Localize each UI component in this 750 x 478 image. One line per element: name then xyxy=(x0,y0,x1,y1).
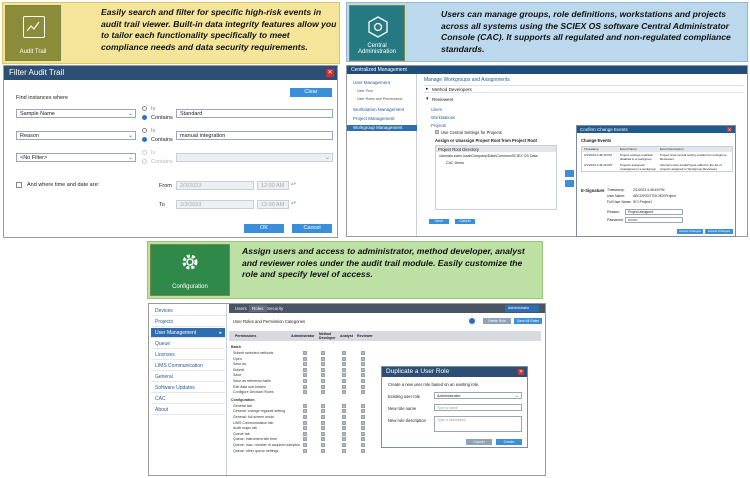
permission-checkbox[interactable] xyxy=(361,421,365,425)
permission-checkbox[interactable] xyxy=(342,426,346,430)
contains-radio-1[interactable] xyxy=(142,115,147,120)
gear-icon xyxy=(179,251,201,273)
col-method-developer: Method Developer xyxy=(319,332,336,340)
find-label: Find instances where xyxy=(16,95,68,101)
sig-field-label: Full User Name: xyxy=(607,200,632,204)
permission-row: Save as reference table xyxy=(233,379,271,383)
permission-row: Submit selected methods xyxy=(233,351,274,355)
sidebar-item-software-updates[interactable]: Software Updates xyxy=(151,383,225,393)
change-events-table xyxy=(581,146,733,172)
ok-button[interactable]: OK xyxy=(244,224,284,233)
filter-field-select-3[interactable]: <No Filter> ⌄ xyxy=(16,153,136,162)
chevron-right-icon: ▸ xyxy=(426,86,429,92)
permission-checkbox[interactable] xyxy=(342,385,346,389)
password-label: Password xyxy=(607,218,623,222)
project-root-tree xyxy=(435,145,557,210)
configuration-tile xyxy=(150,244,230,296)
to-time-spinner[interactable]: ▴▾ xyxy=(291,200,297,206)
permission-checkbox[interactable] xyxy=(361,432,365,436)
col-analyst: Analyst xyxy=(340,334,353,338)
permission-checkbox[interactable] xyxy=(303,449,307,453)
permission-checkbox[interactable] xyxy=(342,415,346,419)
permission-checkbox[interactable] xyxy=(361,437,365,441)
sidebar-item-project-management[interactable]: Project Management xyxy=(353,116,395,121)
audit-trail-banner xyxy=(2,2,340,64)
central-admin-tile xyxy=(349,5,405,61)
sidebar-item-queue[interactable]: Queue xyxy=(151,339,225,349)
contains-label-2: Contains xyxy=(151,137,173,143)
role-select[interactable]: Administrator xyxy=(505,305,539,312)
save-all-roles-button[interactable]: Save All Roles xyxy=(514,318,542,324)
permission-checkbox[interactable] xyxy=(321,443,325,447)
accept-changes-button[interactable]: Accept Changes xyxy=(678,229,701,233)
col-header: Event Name xyxy=(620,147,637,151)
permission-checkbox[interactable] xyxy=(361,415,365,419)
permission-row: Save as xyxy=(233,362,246,367)
password-input[interactable]: •••••••• xyxy=(625,217,683,223)
permission-checkbox[interactable] xyxy=(303,351,307,355)
permission-checkbox[interactable] xyxy=(303,443,307,447)
permission-row: Save xyxy=(233,373,242,378)
chevron-down-icon: ⌄ xyxy=(324,155,330,161)
dialog-title xyxy=(4,66,337,80)
dup-title-text: Duplicate a User Role xyxy=(386,368,450,375)
sidebar-item-user-management[interactable]: User Management ▸ xyxy=(151,328,225,338)
is-label-3: Is xyxy=(151,150,156,156)
subitem-users[interactable]: Users xyxy=(431,107,442,112)
permission-checkbox[interactable] xyxy=(361,426,365,430)
permission-checkbox[interactable] xyxy=(361,351,365,355)
permission-checkbox[interactable] xyxy=(342,404,346,408)
permission-checkbox[interactable] xyxy=(361,409,365,413)
time-filter-checkbox[interactable] xyxy=(16,182,22,188)
config-sidebar xyxy=(149,304,227,475)
permission-checkbox[interactable] xyxy=(303,385,307,389)
audit-trail-caption: Audit Trail xyxy=(19,49,47,55)
permission-checkbox[interactable] xyxy=(321,415,325,419)
tree-root-path[interactable]: \\domain.sciex.local\Company\Data\Common\SCIEX OS Data xyxy=(439,154,538,158)
central-admin-caption: Central Administration xyxy=(357,43,396,55)
permission-checkbox[interactable] xyxy=(303,437,307,441)
contains-label-1: Contains xyxy=(151,115,173,121)
col-reviewer: Reviewer xyxy=(357,334,373,338)
tab-users[interactable]: Users xyxy=(235,306,247,311)
new-role-desc-input[interactable]: Type a description xyxy=(434,416,522,432)
sig-field-value: ABCD\ROOT\SCIEX\Project xyxy=(633,194,676,198)
permission-checkbox[interactable] xyxy=(321,368,325,372)
sidebar-item-lims[interactable]: LIMS Communication xyxy=(151,361,225,371)
permission-checkbox[interactable] xyxy=(303,421,307,425)
permission-checkbox[interactable] xyxy=(321,421,325,425)
new-role-name-input[interactable]: Type a name xyxy=(434,404,522,411)
permission-checkbox[interactable] xyxy=(321,362,325,366)
permission-row: General: full screen mode xyxy=(233,415,275,419)
new-role-desc-label: New role description xyxy=(388,418,426,423)
sidebar-item-user-roles[interactable]: User Roles and Permissions xyxy=(357,97,403,101)
audit-trail-tile xyxy=(5,5,61,61)
tab-roles[interactable]: Roles xyxy=(249,305,267,312)
from-label: From xyxy=(159,183,172,189)
permission-checkbox[interactable] xyxy=(321,426,325,430)
permission-checkbox[interactable] xyxy=(321,409,325,413)
cancel-button[interactable]: Cancel xyxy=(466,439,492,445)
permission-row: Queue: instrument idle time xyxy=(233,437,277,442)
permission-checkbox[interactable] xyxy=(303,390,307,394)
col-header: Event Description xyxy=(660,147,684,151)
duplicate-user-role-dialog xyxy=(381,366,528,448)
permission-row: Audit maps tab xyxy=(233,426,257,431)
permission-checkbox[interactable] xyxy=(303,368,307,372)
permission-checkbox[interactable] xyxy=(342,437,346,441)
cell: Project settings enabled/ disabled in a workgroup xyxy=(620,153,653,161)
reason-label: Reason xyxy=(607,210,620,214)
permission-row: Submit xyxy=(233,367,245,372)
col-administrator: Administrator xyxy=(291,334,315,338)
clear-button[interactable]: Clear xyxy=(290,88,332,97)
close-icon[interactable]: ✕ xyxy=(727,127,732,132)
from-date-input[interactable]: 2/3/2023 xyxy=(176,181,254,190)
filter-value-input-1[interactable]: Standard xyxy=(176,109,333,118)
permission-row: Edit data sub-folders xyxy=(233,384,266,389)
section-method-developers[interactable] xyxy=(424,85,744,93)
table-row xyxy=(582,162,732,172)
permission-checkbox[interactable] xyxy=(303,357,307,361)
sidebar-item-projects[interactable]: Projects xyxy=(151,317,225,327)
filter-field-select-2[interactable]: Reason ⌄ xyxy=(16,131,136,140)
permission-row: Configure Decision Rules xyxy=(233,390,274,395)
permission-checkbox[interactable] xyxy=(361,357,365,361)
permission-checkbox[interactable] xyxy=(342,379,346,383)
permission-row: Open xyxy=(233,356,242,361)
sig-field-label: User Name: xyxy=(607,194,626,198)
permission-row: LIMS Communication tab xyxy=(233,420,274,425)
tree-header xyxy=(436,146,556,152)
audit-trail-icon xyxy=(23,16,45,38)
hexagon-gear-icon xyxy=(367,16,389,38)
time-filter-label: And where time and date are: xyxy=(27,182,100,188)
sidebar-item-user-management[interactable]: User Management xyxy=(353,80,391,85)
permission-checkbox[interactable] xyxy=(342,373,346,377)
delete-role-button[interactable]: Delete Role xyxy=(483,318,511,324)
permission-checkbox[interactable] xyxy=(321,437,325,441)
is-label-1: Is xyxy=(151,106,156,112)
cell: \\domain.sciex.local\Project added to the list of projects assigned to Workgroup Reviewers xyxy=(660,163,722,171)
chevron-down-icon: ⌄ xyxy=(514,393,519,399)
permission-checkbox[interactable] xyxy=(321,351,325,355)
cancel-changes-button[interactable]: Cancel Changes xyxy=(705,229,733,234)
new-role-name-label: New role name xyxy=(388,406,417,411)
chevron-down-icon: ⌄ xyxy=(127,133,133,139)
permissions-header xyxy=(229,331,541,341)
reason-select[interactable]: Project assigned xyxy=(625,209,683,215)
chevron-down-icon: ⌄ xyxy=(127,155,133,161)
permission-checkbox[interactable] xyxy=(303,404,307,408)
permission-checkbox[interactable] xyxy=(342,443,346,447)
tree-header-label: Project Root Directory xyxy=(438,147,479,152)
close-icon[interactable]: ✕ xyxy=(327,70,333,76)
permission-checkbox[interactable] xyxy=(361,443,365,447)
sig-field-value: SCI Project1 xyxy=(633,200,653,204)
close-icon[interactable]: ✕ xyxy=(518,369,524,375)
permission-checkbox[interactable] xyxy=(342,409,346,413)
tab-security[interactable]: Security xyxy=(267,306,284,311)
configuration-caption: Configuration xyxy=(172,284,208,290)
filter-audit-trail-dialog xyxy=(3,65,338,238)
roles-subtitle: User Roles and Permission Categories xyxy=(233,319,306,324)
permission-checkbox[interactable] xyxy=(342,368,346,372)
permission-checkbox[interactable] xyxy=(361,368,365,372)
to-date-input[interactable]: 2/3/2023 xyxy=(176,200,254,209)
add-role-icon[interactable] xyxy=(469,318,475,324)
permission-checkbox[interactable] xyxy=(342,351,346,355)
permission-checkbox[interactable] xyxy=(361,362,365,366)
permission-checkbox[interactable] xyxy=(361,379,365,383)
permission-checkbox[interactable] xyxy=(342,357,346,361)
permission-group[interactable]: Batch xyxy=(231,345,241,349)
is-radio-2[interactable] xyxy=(142,128,147,133)
confirm-title-text: Confirm Change Events xyxy=(580,127,628,132)
change-events-label: Change Events xyxy=(581,138,612,143)
chevron-right-icon: ▸ xyxy=(219,330,222,336)
move-right-button[interactable] xyxy=(565,170,574,177)
cell: 2/1/2023 4:48:49 PM xyxy=(584,153,612,157)
filter-field-select-1[interactable]: Sample Name ⌄ xyxy=(16,109,136,118)
permission-checkbox[interactable] xyxy=(342,362,346,366)
central-admin-banner xyxy=(346,2,748,62)
dialog-title-text: Filter Audit Trail xyxy=(9,68,65,77)
col-header: Timestamp xyxy=(584,147,599,151)
to-time-input[interactable]: 12:00 AM xyxy=(257,200,289,209)
sidebar-item-workgroup-management[interactable]: Workgroup Management xyxy=(347,125,417,131)
permission-checkbox[interactable] xyxy=(342,449,346,453)
move-left-button[interactable] xyxy=(565,180,574,187)
permission-checkbox[interactable] xyxy=(342,390,346,394)
confirm-title xyxy=(577,126,735,133)
permission-row: General: change regional setting xyxy=(233,409,285,414)
permission-checkbox[interactable] xyxy=(361,449,365,453)
is-radio-1[interactable] xyxy=(142,106,147,111)
permission-checkbox[interactable] xyxy=(321,449,325,453)
assign-label: Assign or Unassign Project Root from Project Root xyxy=(435,138,537,143)
cancel-button[interactable]: Cancel xyxy=(292,224,332,233)
subitem-projects[interactable]: Projects xyxy=(431,123,447,128)
sidebar-item-cac[interactable]: CAC xyxy=(151,394,225,404)
permission-checkbox[interactable] xyxy=(361,404,365,408)
central-heading: Manage Workgroups and Assignments xyxy=(424,77,510,83)
section-label: Reviewers xyxy=(432,97,454,102)
config-tabs xyxy=(229,304,545,313)
chevron-down-icon: ⌄ xyxy=(127,111,133,117)
contains-radio-3[interactable] xyxy=(142,159,147,164)
sidebar-item-devices[interactable]: Devices xyxy=(151,306,225,316)
permission-checkbox[interactable] xyxy=(321,390,325,394)
permission-checkbox[interactable] xyxy=(303,409,307,413)
filter-value-input-2[interactable]: manual integration xyxy=(176,131,333,140)
filter-value-select-3[interactable] xyxy=(176,153,333,162)
col-permissions: Permissions xyxy=(235,334,257,338)
is-radio-3[interactable] xyxy=(142,150,147,155)
cell: 2/1/2023 4:48:49 PM xyxy=(584,163,612,167)
permission-checkbox[interactable] xyxy=(361,385,365,389)
permission-checkbox[interactable] xyxy=(303,432,307,436)
chevron-down-icon: ▾ xyxy=(426,96,429,102)
is-label-2: Is xyxy=(151,128,156,134)
sidebar-item-licenses[interactable]: Licenses xyxy=(151,350,225,360)
permission-row: Queue: max. number of acquired samples xyxy=(233,443,300,447)
permission-checkbox[interactable] xyxy=(321,432,325,436)
existing-role-label: Existing user role xyxy=(388,394,421,399)
dup-title xyxy=(382,367,527,377)
sidebar-item-general[interactable]: General xyxy=(151,372,225,382)
permission-checkbox[interactable] xyxy=(303,379,307,383)
table-row xyxy=(582,152,732,162)
permission-checkbox[interactable] xyxy=(321,357,325,361)
permission-checkbox[interactable] xyxy=(342,432,346,436)
config-banner-text: Assign users and access to administrator, method developer, analyst and reviewer roles under the audit trail module. Easily customize the role and specify level of access. xyxy=(242,246,525,279)
contains-radio-2[interactable] xyxy=(142,137,147,142)
central-sidebar xyxy=(347,74,417,236)
section-label: Method Developers xyxy=(432,87,472,92)
existing-role-select[interactable]: Administrator ⌄ xyxy=(434,392,522,399)
audit-banner-text: Easily search and filter for specific high-risk events in audit trail viewer. Built-in data integrity features allow you to tailor each functionality specifically to meet compliance needs and data security requirements. xyxy=(101,7,337,52)
central-banner-text: Users can manage groups, role definitions, workstations and projects across all systems using the SCIEX OS software Central Administrator Console (CAC). It supports all regulated and non-regulated compliance standards. xyxy=(441,9,731,54)
contains-label-3: Contains xyxy=(151,159,173,165)
permission-checkbox[interactable] xyxy=(321,404,325,408)
permission-checkbox[interactable] xyxy=(303,373,307,377)
sig-field-value: 2/1/2023 4:48:49 PM xyxy=(633,188,665,192)
configuration-banner xyxy=(147,241,543,299)
from-time-spinner[interactable]: ▴▾ xyxy=(291,181,297,187)
subitem-workstations[interactable]: Workstations xyxy=(431,115,456,120)
window-title: Centralized Management xyxy=(347,66,747,74)
sidebar-item-workstation-management[interactable]: Workstation Management xyxy=(353,107,405,112)
dup-description: Create a new user role based on an existing role. xyxy=(388,382,480,387)
use-central-label: Use Central Settings for Projects xyxy=(441,130,502,135)
section-reviewers[interactable] xyxy=(424,96,744,104)
create-button[interactable]: Create xyxy=(496,439,522,445)
permission-checkbox[interactable] xyxy=(361,390,365,394)
permission-row: Queue tab xyxy=(233,431,250,436)
permission-checkbox[interactable] xyxy=(303,415,307,419)
permission-checkbox[interactable] xyxy=(303,426,307,430)
permission-checkbox[interactable] xyxy=(303,362,307,366)
to-label: To xyxy=(159,202,165,208)
sidebar-item-user-pool[interactable]: User Pool xyxy=(357,89,373,93)
confirm-change-events-dialog xyxy=(576,125,736,237)
permission-checkbox[interactable] xyxy=(321,379,325,383)
cancel-button[interactable]: Cancel xyxy=(455,219,475,224)
cell: Project level central setting enabled for workgroup Reviewers xyxy=(660,153,727,161)
esignature-label: E-Signature xyxy=(581,188,605,193)
permission-checkbox[interactable] xyxy=(361,373,365,377)
permission-group[interactable]: Configuration xyxy=(231,397,255,402)
permission-row: Queue: other queue settings xyxy=(233,448,279,453)
tree-child[interactable]: CAC Demo xyxy=(446,161,465,165)
permission-checkbox[interactable] xyxy=(321,373,325,377)
use-central-checkbox[interactable] xyxy=(435,130,439,134)
sidebar-item-about[interactable]: About xyxy=(151,405,225,415)
permission-checkbox[interactable] xyxy=(342,421,346,425)
from-time-input[interactable]: 12:00 AM xyxy=(257,181,289,190)
save-button[interactable]: Save xyxy=(429,219,449,224)
permission-row: General tab xyxy=(233,403,252,408)
permission-checkbox[interactable] xyxy=(321,385,325,389)
cell: Projects assigned/ unassigned to a workgroup xyxy=(620,163,657,171)
sig-field-label: Timestamp: xyxy=(607,188,625,192)
